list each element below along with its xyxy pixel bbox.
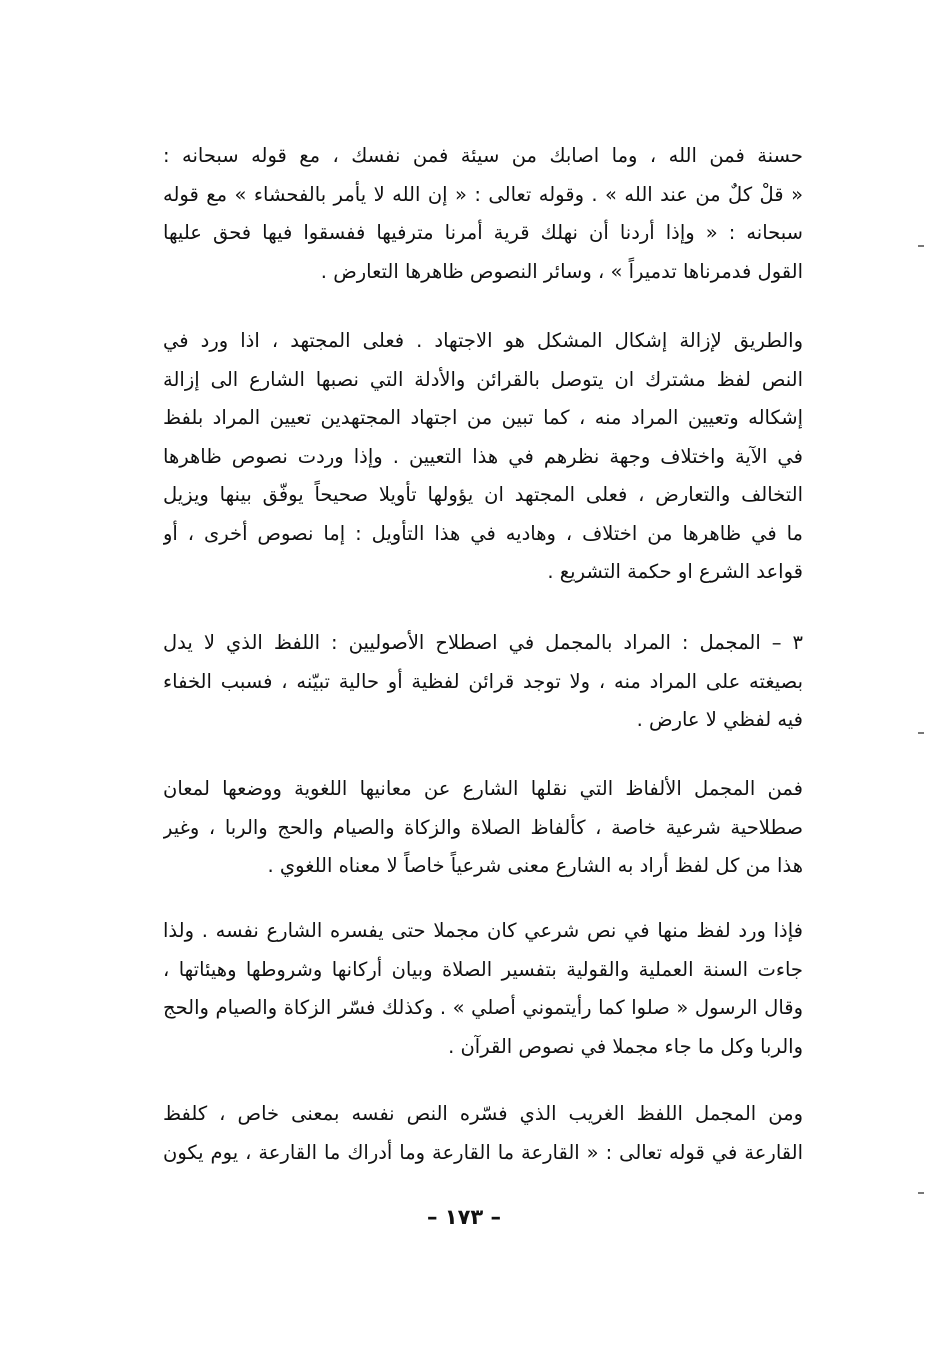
text-line: النص لفظ مشترك ان يتوصل بالقرائن والأدلة التي نصبها الشارع الى إزالة [163, 367, 803, 391]
text-line: القول فدمرناها تدميراً » ، وسائر النصوص ظاهرها التعارض . [320, 259, 803, 283]
text-line: والطريق لإزالة إشكال المشكل هو الاجتهاد . فعلى المجتهد ، اذا ورد في [163, 329, 803, 352]
text-line: هذا من كل لفظ أراد به الشارع معنى شرعياً خاصاً لا معناه اللغوي . [267, 854, 803, 877]
text-line: « قلْ كلٌ من عند الله » . وقوله تعالى : « إن الله لا يأمر بالفحشاء » مع قوله [163, 182, 803, 206]
text-line: إشكاله وتعيين المراد منه ، كما تبين من اجتهاد المجتهدين تعيين المراد بلفظ [163, 406, 803, 429]
paragraph-1 [163, 137, 803, 291]
text-line: ما في ظاهرها من اختلاف ، وهاديه في هذا التأويل : إما نصوص أخرى ، أو [163, 521, 803, 545]
text-line: صطلاحية شرعية خاصة ، كألفاظ الصلاة والزكاة والصيام والحج والربا ، وغير [163, 815, 803, 839]
text-line: فيه لفظي لا عارض . [636, 708, 803, 731]
page-number: – ١٧٣ – [426, 1205, 502, 1229]
scan-mark [918, 732, 924, 734]
text-line: في الآية واختلاف وجهة نظرهم في هذا التعيين . وإذا وردت نصوص ظاهرها [163, 444, 803, 468]
text-line: فمن المجمل الألفاظ التي نقلها الشارع عن معانيها اللغوية ووضعها لمعان [163, 777, 803, 800]
text-line: حسنة فمن الله ، وما اصابك من سيئة فمن نفسك ، مع قوله سبحانه : [163, 144, 803, 167]
scan-mark [918, 1192, 924, 1194]
text-line: التخالف والتعارض ، فعلى المجتهد ان يؤولها تأويلا صحيحاً يوفّق بينها ويزيل [163, 483, 803, 506]
paragraph-6 [163, 1095, 803, 1172]
text-line: سبحانه : « وإذا أردنا أن نهلك قرية أمرنا مترفيها ففسقوا فيها فحق عليها [163, 221, 803, 244]
text-line: فإذا ورد لفظ منها في نص شرعي كان مجملا حتى يفسره الشارع نفسه . ولذا [163, 919, 803, 942]
paragraph-3 [163, 624, 803, 740]
text-line: وقال الرسول « صلوا كما رأيتموني أصلي » . وكذلك فسّر الزكاة والصيام والحج [163, 996, 803, 1019]
text-line: قواعد الشرع او حكمة التشريع . [547, 560, 803, 583]
paragraph-4 [163, 770, 803, 886]
paragraph-2 [163, 322, 803, 592]
text-line: القارعة في قوله تعالى : « القارعة ما القارعة وما أدراك ما القارعة ، يوم يكون [163, 1140, 803, 1164]
scan-mark [918, 245, 924, 247]
text-line: جاءت السنة العملية والقولية بتفسير الصلاة وبيان أركانها وشروطها وهيئاتها ، [163, 957, 803, 981]
text-line: والربا وكل ما جاء مجملا في نصوص القرآن . [448, 1034, 803, 1058]
text-line: ومن المجمل اللفظ الغريب الذي فسّره النص نفسه بمعنى خاص ، كلفظ [163, 1102, 803, 1125]
text-line: بصيغته على المراد منه ، ولا توجد قرائن لفظية أو حالية تبيّنه ، فسبب الخفاء [163, 669, 803, 693]
text-line: ٣ – المجمل : المراد بالمجمل في اصطلاح الأصوليين : اللفظ الذي لا يدل [163, 631, 803, 654]
paragraph-5 [163, 912, 803, 1066]
